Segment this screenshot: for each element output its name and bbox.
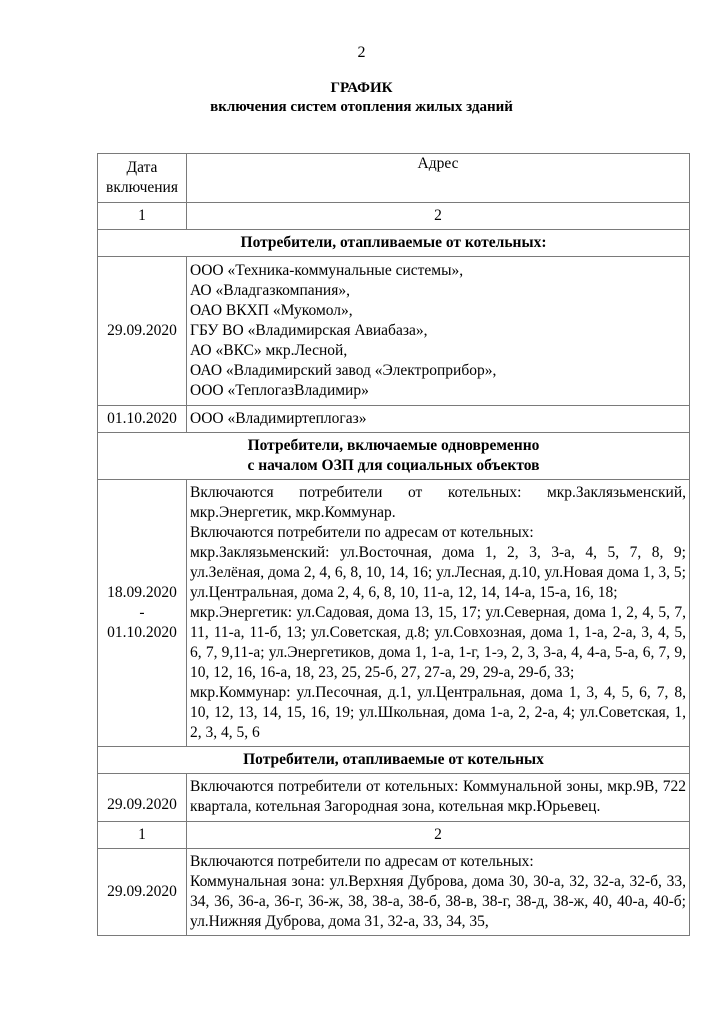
column-number-2: 2 <box>187 822 690 849</box>
column-number-1: 1 <box>98 822 187 849</box>
address-line: ОАО «Владимирский завод «Электроприбор», <box>190 362 497 379</box>
row-date: 01.10.2020 <box>98 406 187 433</box>
table-row <box>98 849 690 936</box>
row-address <box>187 480 690 747</box>
row-date-range <box>98 480 187 747</box>
header-address-cell: Адрес <box>187 154 690 203</box>
date-start: 18.09.2020 <box>107 584 177 601</box>
table-row <box>98 406 690 433</box>
row-address <box>187 257 690 406</box>
page-number: 2 <box>357 44 366 61</box>
section-heading-3: Потребители, отапливаемые от котельных <box>98 747 690 774</box>
section-heading-2 <box>98 433 690 480</box>
table-row <box>98 774 690 822</box>
address-paragraph: мкр.Коммунар: ул.Песочная, д.1, ул.Центральная, дома 1, 3, 4, 5, 6, 7, 8, 10, 12, 13, 14, 15, 16, 19; ул.Школьная, дома 1-а, 2, 2-а, 4; ул.Советская, 1, 2, 3, 4, 5, 6 <box>190 684 686 741</box>
header-date-cell <box>98 154 187 203</box>
address-paragraph: мкр.Заклязьменский: ул.Восточная, дома 1, 2, 3, 3-а, 4, 5, 7, 8, 9; ул.Зелёная, дома 2, 4, 6, 8, 10, 14, 16; ул.Лесная, д.10, ул.Новая дома 1, 3, 5; ул.Центральная, дома 2, 4, 6, 8, 10, 11-а, 12, 14, 14-а, 15-а, 16, 18; <box>190 544 686 601</box>
table-row <box>98 480 690 747</box>
column-number-row <box>98 822 690 849</box>
address-paragraph: Включаются потребители от котельных: мкр.Заклязьменский, мкр.Энергетик, мкр.Коммунар. <box>190 484 686 521</box>
section-heading-2-line2: с началом ОЗП для социальных объектов <box>247 457 540 474</box>
address-line: ГБУ ВО «Владимирская Авиабаза», <box>190 322 428 339</box>
document-subtitle: включения систем отопления жилых зданий <box>210 99 513 115</box>
date-separator: - <box>139 604 145 621</box>
row-date: 29.09.2020 <box>98 849 187 936</box>
section-row <box>98 230 690 257</box>
row-address <box>187 849 690 936</box>
row-address: ООО «Владимиртеплогаз» <box>187 406 690 433</box>
row-address: Включаются потребители от котельных: Коммунальной зоны, мкр.9В, 722 квартала, котельная Загородная зона, котельная мкр.Юрьевец. <box>187 774 690 822</box>
header-date-line2: включения <box>106 179 178 196</box>
document-title: ГРАФИК <box>330 80 393 96</box>
section-row <box>98 747 690 774</box>
address-line: ОАО ВКХП «Мукомол», <box>190 302 353 319</box>
table-row <box>98 257 690 406</box>
address-line: АО «Владгазкомпания», <box>190 282 350 299</box>
column-number-2: 2 <box>187 203 690 230</box>
address-line: ООО «ТеплогазВладимир» <box>190 382 369 399</box>
table-header-row <box>98 154 690 203</box>
column-number-row <box>98 203 690 230</box>
section-heading-2-line1: Потребители, включаемые одновременно <box>247 437 540 454</box>
address-paragraph: Коммунальная зона: ул.Верхняя Дуброва, дома 30, 30-а, 32, 32-а, 32-б, 33, 34, 36, 36-а, 36-г, 36-ж, 38, 38-а, 38-б, 38-в, 38-г, 38-д, 38-ж, 40, 40-а, 40-б; ул.Нижняя Дуброва, дома 31, 32-а, 33, 34, 35, <box>190 873 686 930</box>
date-end: 01.10.2020 <box>107 624 177 641</box>
section-row <box>98 433 690 480</box>
address-line: АО «ВКС» мкр.Лесной, <box>190 342 348 359</box>
row-date: 29.09.2020 <box>98 774 187 822</box>
address-paragraph: мкр.Энергетик: ул.Садовая, дома 13, 15, 17; ул.Северная, дома 1, 2, 4, 5, 7, 11, 11-а, 11-б, 13; ул.Советская, д.8; ул.Совхозная, дома 1, 1-а, 2-а, 3, 4, 5, 6, 7, 9,11-а; ул.Энергетиков, дома 1, 1-а, 1-г, 1-э, 2, 3, 3-а, 4, 4-а, 5-а, 6, 7, 9, 10, 12, 16, 16-а, 18, 23, 25, 25-б, 27, 27-а, 29, 29-а, 29-б, 33; <box>190 604 686 681</box>
section-heading-1: Потребители, отапливаемые от котельных: <box>98 230 690 257</box>
column-number-1: 1 <box>98 203 187 230</box>
heating-schedule-table <box>97 153 690 936</box>
header-date-line1: Дата <box>126 159 158 176</box>
row-date: 29.09.2020 <box>98 257 187 406</box>
address-paragraph: Включаются потребители по адресам от котельных: <box>190 853 534 870</box>
address-line: ООО «Техника-коммунальные системы», <box>190 262 464 279</box>
address-paragraph: Включаются потребители по адресам от котельных: <box>190 524 534 541</box>
